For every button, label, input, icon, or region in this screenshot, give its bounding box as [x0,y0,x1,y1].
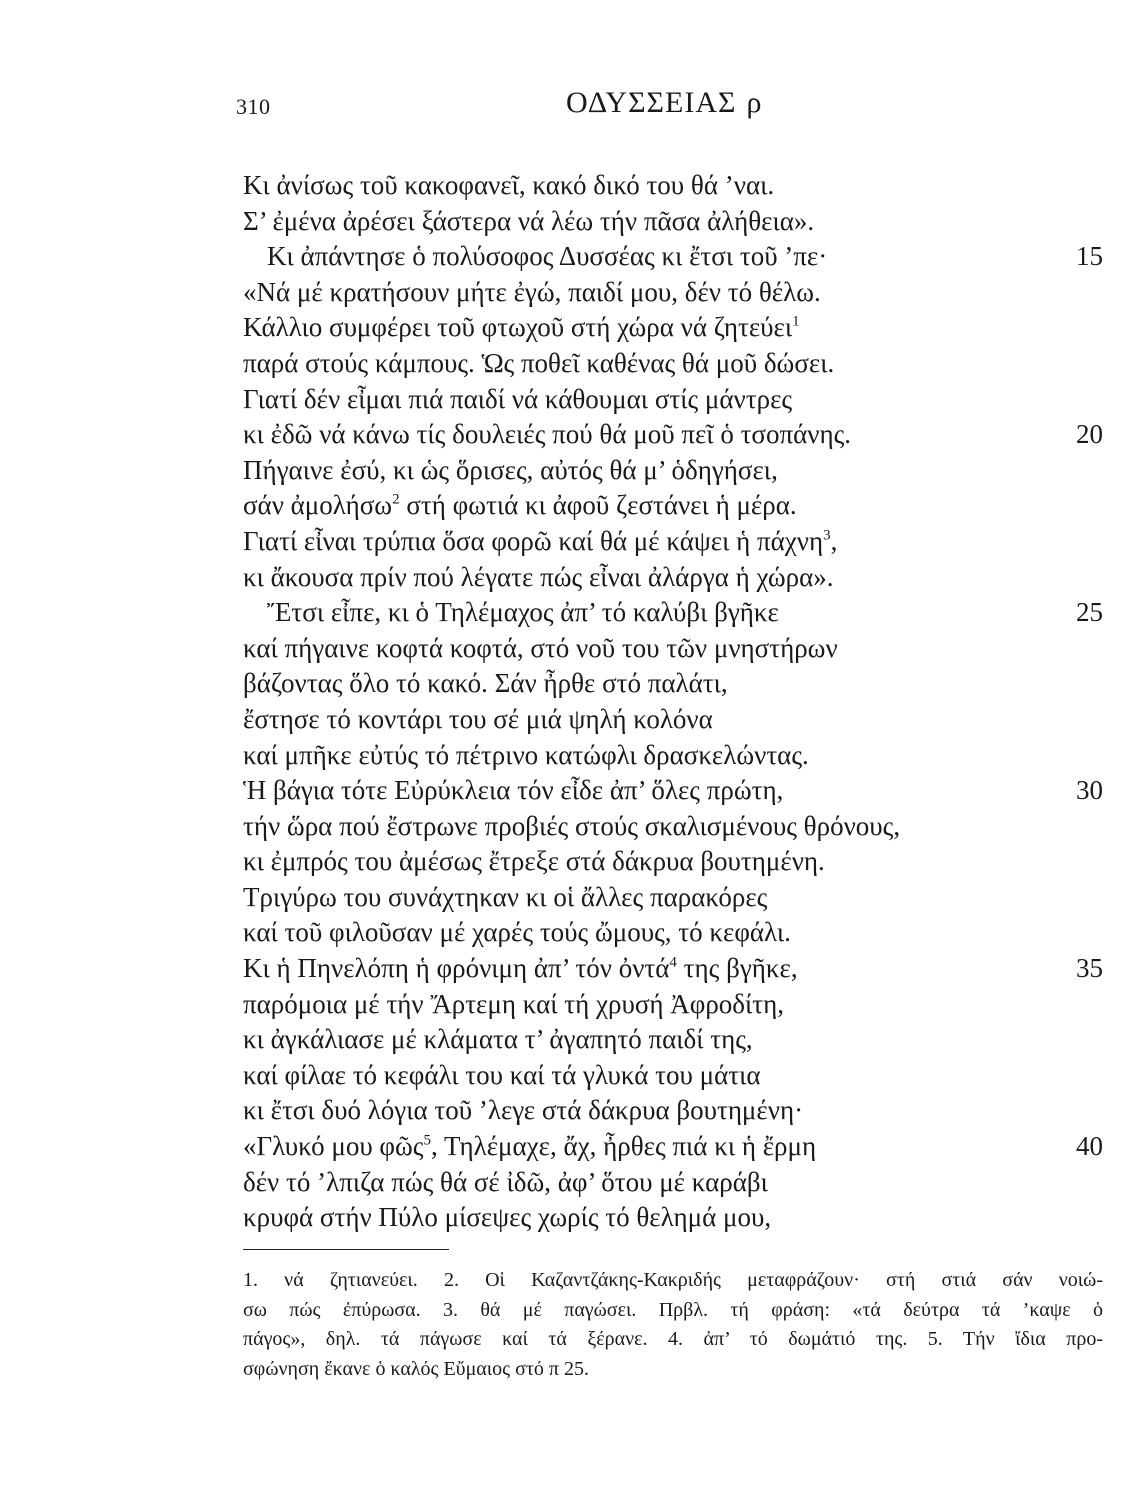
verse-text [243,740,809,770]
verse-text [243,633,838,663]
verse-text [243,846,825,876]
verse-line [243,168,1113,204]
verse-text-main: κι ἄκουσα πρίν πού λέγατε πώς εἶναι ἀλάργα ἡ χώρα». [243,561,834,592]
verse-text-main: «Γλυκό μου φῶς [243,1131,424,1162]
footnote-line: σω πώς ἐπύρωσα. 3. θά μέ παγώσει. Πρβλ. τή φράση: «τά δεύτρα τά ’καψε ὁ [243,1298,1103,1321]
footnote-line: πάγος», δηλ. τά πάγωσε καί τά ξέρανε. 4. ἀπ’ τό δωμάτιό της. 5. Τήν ἴδια προ- [243,1328,1103,1350]
line-number: 20 [1076,419,1103,450]
verse-text [243,668,728,698]
verse-line [243,773,1113,809]
footnotes [243,1266,1103,1384]
verse-text-main: δέν τό ’λπιζα πώς θά σέ ἰδῶ, ἀφ’ ὅτου μέ καράβι [243,1166,768,1197]
verse-text [243,989,784,1019]
verse-text-main: Σ’ ἐμένα ἀρέσει ξάστερα νά λέω τήν πᾶσα ἀλήθεια». [243,205,815,236]
verse-text [243,312,800,342]
verse-line [243,1165,1113,1201]
verse-text [243,1131,816,1161]
verse-line [243,488,1113,524]
verse-text [243,704,713,734]
verse-text [243,917,791,947]
verse-text [243,882,767,912]
verse-text-main: «Νά μέ κρατήσουν μήτε ἐγώ, παιδί μου, δέν τό θέλω. [243,276,821,307]
verse-text-main: βάζοντας ὅλο τό κακό. Σάν ἦρθε στό παλάτι, [243,668,728,699]
verse-line [243,1129,1113,1165]
verse-line [243,1022,1113,1058]
verse-text-main: κρυφά στήν Πύλο μίσεψες χωρίς τό θελημά μου, [243,1202,772,1233]
verse-line [243,987,1113,1023]
verse-text [243,562,834,592]
verse-text-main: κι ἐμπρός του ἀμέσως ἔτρεξε στά δάκρυα βουτημένη. [243,846,825,877]
verse-text-main: Κι ἡ Πηνελόπη ἡ φρόνιμη ἀπ’ τόν ὀντά [243,953,670,984]
line-number: 15 [1076,241,1103,272]
footnote-line: σφώνηση ἔκανε ὁ καλός Εὔμαιος στό π 25. [243,1357,589,1380]
verse-text-main: κι ἔτσι δυό λόγια τοῦ ’λεγε στά δάκρυα βουτημένη· [243,1095,804,1126]
verse-text [243,1024,753,1054]
verse-line [243,702,1113,738]
verse-line [243,915,1113,951]
verse-text [243,384,792,414]
verse-line [243,417,1113,453]
verse-text [243,170,774,200]
verse-text-main: Τριγύρω του συνάχτηκαν κι οἱ ἄλλες παρακόρες [243,881,768,912]
footnote-marker: 2 [392,491,400,508]
verse-text [243,953,798,983]
verse-text-main: σάν ἀμολήσω [243,490,393,521]
verse-line [243,595,1113,631]
line-number: 25 [1076,597,1103,628]
verse-text [243,526,837,556]
running-title [566,86,762,120]
footnote-divider [243,1249,449,1250]
footnote-marker: 5 [423,1132,431,1149]
verse-text-main: Κι ἀνίσως τοῦ κακοφανεῖ, κακό δικό του θά ’ναι. [243,170,775,200]
page-header [236,86,1096,126]
line-number: 35 [1076,953,1103,984]
verse-line [243,1058,1113,1094]
page-number: 310 [236,94,271,119]
verse-line [243,560,1113,596]
verse-text-main: καί τοῦ φιλοῦσαν μέ χαρές τούς ὤμους, τό κεφάλι. [243,917,791,948]
verse-text [243,1202,771,1232]
verse-text-tail: της βγῆκε, [676,953,798,984]
verse-text [243,1095,803,1125]
verse-text [243,419,851,449]
verse-text [243,277,821,307]
verse-text-main: παρόμοια μέ τήν Ἄρτεμη καί τή χρυσή Ἀφροδίτη, [243,988,785,1019]
verse-text [243,775,783,805]
verse-line [243,275,1113,311]
footnote-marker: 1 [792,313,800,330]
verse-text-main: καί φίλαε τό κεφάλι του καί τά γλυκά του μάτια [243,1059,761,1090]
verse-line [243,1093,1113,1129]
verse-text-main: καί μπῆκε εὐτύς τό πέτρινο κατώφλι δρασκελώντας. [243,739,809,770]
verse-text [243,241,827,271]
running-title-text: ΟΔΥΣΣΕΙΑΣ [566,86,737,119]
verse-text [243,811,900,841]
verse-text [243,597,779,627]
verse-line [243,951,1113,987]
footnote-line: 1. νά ζητιανεύει. 2. Οἱ Καζαντζάκης-Κακριδής μεταφράζουν· στή στιά σάν νοιώ- [243,1269,1103,1291]
verse-text-tail: , Τηλέμαχε, ἄχ, ἦρθες πιά κι ἡ ἔρμη [430,1131,817,1162]
line-number: 30 [1076,775,1103,806]
book-letter: ρ [746,86,763,119]
verse-line [243,346,1113,382]
verse-text [243,490,797,520]
verse-text [243,455,778,485]
verse-text-main: τήν ὥρα πού ἔστρωνε προβιές στούς σκαλισμένους θρόνους, [243,810,901,841]
verse-text-tail: , [830,525,838,556]
verse-text-main: Πήγαινε ἐσύ, κι ὡς ὅρισες, αὐτός θά μ’ ὁδηγήσει, [243,454,778,485]
verse-text-main: Ἡ βάγια τότε Εὐρύκλεια τόν εἶδε ἀπ’ ὅλες πρώτη, [243,775,784,806]
verse-text-main: Γιατί εἶναι τρύπια ὅσα φορῶ καί θά μέ κάψει ἡ πάχνη [243,525,824,556]
verse-block [243,168,1113,1236]
verse-line [243,844,1113,880]
verse-text [243,206,814,236]
verse-line [243,453,1113,489]
verse-text [243,348,834,378]
verse-text-main: κι ἐδῶ νά κάνω τίς δουλειές πού θά μοῦ πεῖ ὁ τσοπάνης. [243,419,852,450]
verse-line [243,880,1113,916]
verse-text-main: Ἔτσι εἶπε, κι ὁ Τηλέμαχος ἀπ’ τό καλύβι βγῆκε [267,597,779,628]
verse-text [243,1060,761,1090]
verse-text-main: παρά στούς κάμπους. Ὡς ποθεῖ καθένας θά μοῦ δώσει. [243,347,835,378]
verse-line [243,1200,1113,1236]
verse-line [243,809,1113,845]
verse-line [243,204,1113,240]
verse-text-main: Κι ἀπάντησε ὁ πολύσοφος Δυσσέας κι ἔτσι τοῦ ’πε· [267,241,828,272]
footnote-marker: 4 [669,954,677,971]
verse-text-tail: στή φωτιά κι ἀφοῦ ζεστάνει ἡ μέρα. [399,490,797,521]
verse-line [243,631,1113,667]
verse-text-main: ἔστησε τό κοντάρι του σέ μιά ψηλή κολόνα [243,703,713,734]
verse-line [243,382,1113,418]
verse-text-main: Κάλλιο συμφέρει τοῦ φτωχοῦ στή χώρα νά ζητεύει [243,312,793,343]
verse-line [243,310,1113,346]
verse-text-main: κι ἀγκάλιασε μέ κλάματα τ’ ἀγαπητό παιδί της, [243,1024,753,1055]
line-number: 40 [1076,1131,1103,1162]
verse-line [243,524,1113,560]
verse-text-main: καί πήγαινε κοφτά κοφτά, στό νοῦ του τῶν μνηστήρων [243,632,838,663]
verse-line [243,239,1113,275]
verse-text-main: Γιατί δέν εἶμαι πιά παιδί νά κάθουμαι στίς μάντρες [243,383,793,414]
verse-line [243,666,1113,702]
verse-text [243,1167,768,1197]
footnote-marker: 3 [823,527,831,544]
verse-line [243,738,1113,774]
